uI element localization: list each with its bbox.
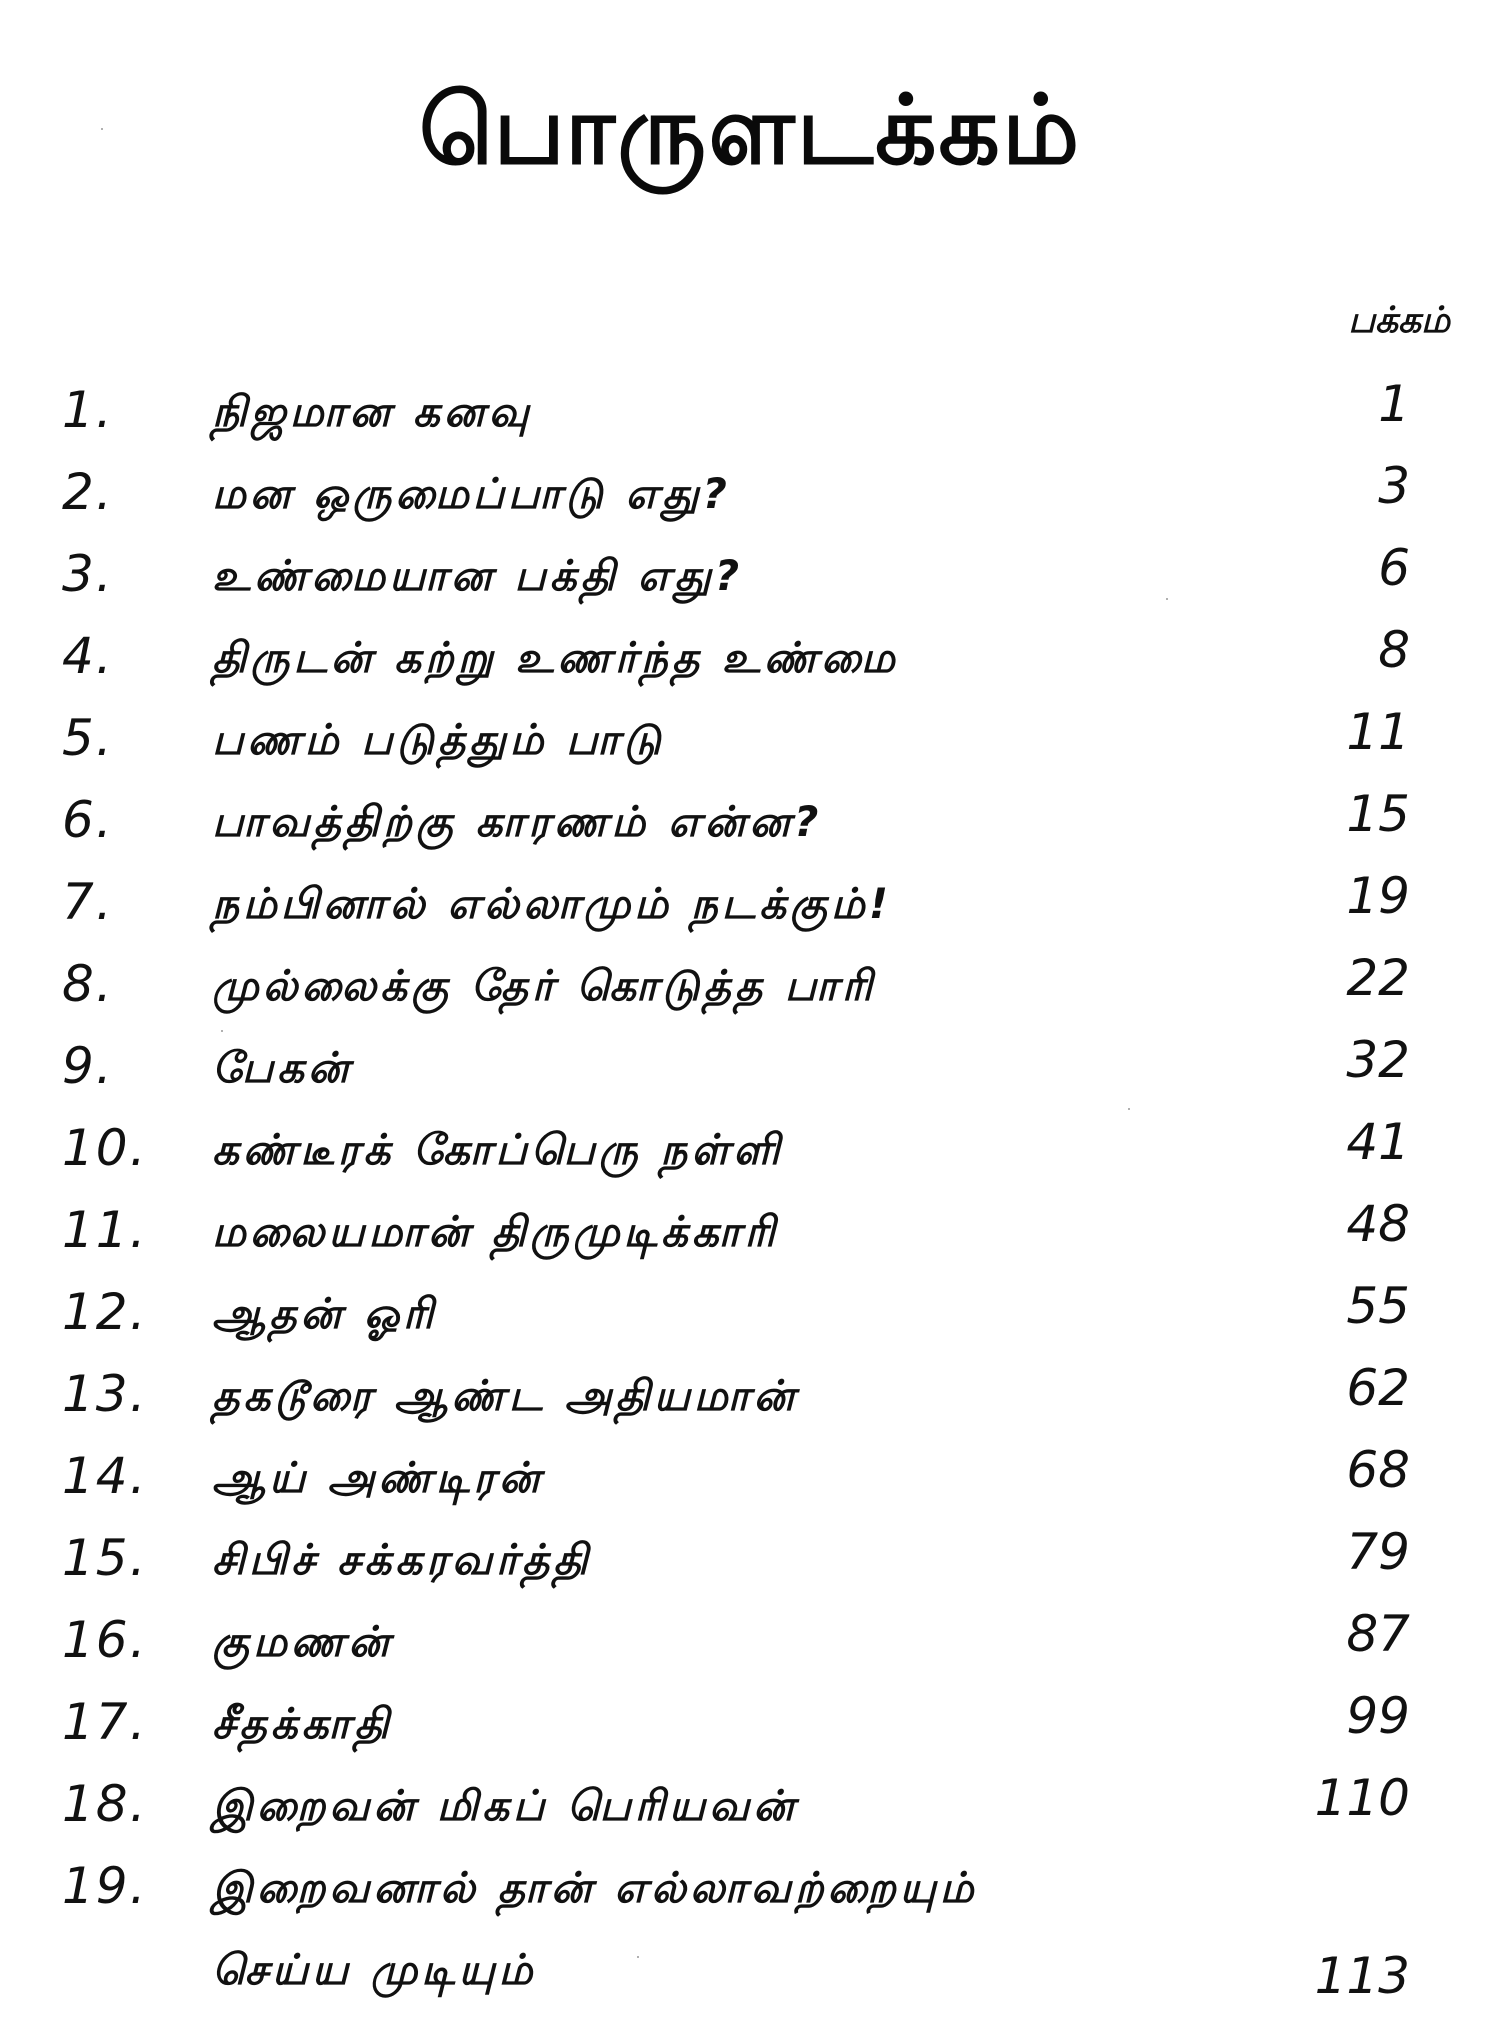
toc-entry[interactable]	[0, 1274, 1500, 1356]
entry-title	[212, 1860, 1212, 1998]
toc-entry[interactable]	[0, 1684, 1500, 1766]
scan-speck	[101, 128, 103, 130]
entry-number: 18.	[62, 1775, 148, 1833]
toc-entry[interactable]	[0, 700, 1500, 782]
entry-page-number: 3	[1378, 457, 1410, 515]
entry-title: ஆதன் ஓரி	[212, 1289, 438, 1338]
toc-entry[interactable]	[0, 536, 1500, 618]
toc-entry[interactable]	[0, 782, 1500, 864]
entry-number: 11.	[62, 1201, 148, 1259]
toc-entry[interactable]	[0, 946, 1500, 1028]
entry-page-number: 1	[1378, 375, 1410, 433]
entry-page-number: 99	[1346, 1687, 1410, 1745]
entry-number: 10.	[62, 1119, 148, 1177]
entry-number: 9.	[62, 1037, 114, 1095]
entry-title: சீதக்காதி	[212, 1699, 393, 1748]
entry-title: சிபிச் சக்கரவர்த்தி	[212, 1535, 592, 1584]
entry-number: 13.	[62, 1365, 148, 1423]
entry-page-number: 113	[1314, 1947, 1410, 2005]
entry-title-line2: செய்ய முடியும்	[212, 1945, 537, 1994]
entry-page-number: 48	[1346, 1195, 1410, 1253]
entry-number: 6.	[62, 791, 114, 849]
toc-entry[interactable]	[0, 1520, 1500, 1602]
entry-page-number: 19	[1346, 867, 1410, 925]
toc-entry[interactable]	[0, 1848, 1500, 2018]
entry-number: 16.	[62, 1611, 148, 1669]
scan-speck	[221, 1030, 223, 1032]
toc-entry[interactable]	[0, 1192, 1500, 1274]
entry-title: தகடூரை ஆண்ட அதியமான்	[212, 1371, 799, 1420]
entry-page-number: 62	[1346, 1359, 1410, 1417]
entry-page-number: 87	[1346, 1605, 1410, 1663]
entry-title: பாவத்திற்கு காரணம் என்ன?	[212, 797, 823, 846]
entry-title: மலையமான் திருமுடிக்காரி	[212, 1207, 779, 1256]
entry-title: முல்லைக்கு தேர் கொடுத்த பாரி	[212, 961, 877, 1010]
page-column-header: பக்கம்	[1348, 300, 1450, 341]
entry-title: இறைவன் மிகப் பெரியவன்	[212, 1781, 798, 1830]
toc-entry[interactable]	[0, 1028, 1500, 1110]
entry-title: நம்பினால் எல்லாமும் நடக்கும்!	[212, 879, 892, 928]
entry-page-number: 68	[1346, 1441, 1410, 1499]
entry-number: 17.	[62, 1693, 148, 1751]
entry-number: 1.	[62, 381, 114, 439]
scan-speck	[1128, 1108, 1130, 1110]
toc-entry[interactable]	[0, 1438, 1500, 1520]
toc-entry[interactable]	[0, 618, 1500, 700]
entry-title: பணம் படுத்தும் பாடு	[212, 715, 665, 764]
entry-page-number: 11	[1346, 703, 1410, 761]
entry-title-line1: இறைவனால் தான் எல்லாவற்றையும்	[212, 1863, 978, 1912]
entry-number: 2.	[62, 463, 114, 521]
toc-entry[interactable]	[0, 454, 1500, 536]
entry-page-number: 6	[1378, 539, 1410, 597]
toc-entry[interactable]	[0, 1766, 1500, 1848]
toc-entry[interactable]	[0, 1110, 1500, 1192]
entry-number: 14.	[62, 1447, 148, 1505]
entry-number: 5.	[62, 709, 114, 767]
entry-title: ஆய் அண்டிரன்	[212, 1453, 544, 1502]
entry-number: 8.	[62, 955, 114, 1013]
toc-entry[interactable]	[0, 1356, 1500, 1438]
entry-page-number: 41	[1346, 1113, 1410, 1171]
page-title: பொருளடக்கம்	[418, 74, 1082, 186]
entry-number: 4.	[62, 627, 114, 685]
entry-number: 15.	[62, 1529, 148, 1587]
entry-number: 19.	[62, 1857, 148, 1915]
entry-number: 12.	[62, 1283, 148, 1341]
toc-entry[interactable]	[0, 1602, 1500, 1684]
entry-page-number: 8	[1378, 621, 1410, 679]
toc-entry[interactable]	[0, 864, 1500, 946]
entry-page-number: 79	[1346, 1523, 1410, 1581]
entry-page-number: 15	[1346, 785, 1410, 843]
entry-title: நிஜமான கனவு	[212, 387, 533, 436]
entry-number: 7.	[62, 873, 114, 931]
toc-entry[interactable]	[0, 372, 1500, 454]
scan-speck	[637, 1956, 639, 1958]
entry-title: கண்டீரக் கோப்பெரு நள்ளி	[212, 1125, 784, 1174]
entry-title: பேகன்	[212, 1043, 353, 1092]
entry-page-number: 32	[1346, 1031, 1410, 1089]
entry-page-number: 110	[1314, 1769, 1410, 1827]
entry-title: மன ஒருமைப்பாடு எது?	[212, 469, 731, 518]
scan-speck	[1166, 598, 1168, 600]
entry-title: திருடன் கற்று உணர்ந்த உண்மை	[212, 633, 899, 682]
entry-page-number: 55	[1346, 1277, 1410, 1335]
entry-title: உண்மையான பக்தி எது?	[212, 551, 744, 600]
entry-number: 3.	[62, 545, 114, 603]
entry-page-number: 22	[1346, 949, 1410, 1007]
entry-title: குமணன்	[212, 1617, 394, 1666]
table-of-contents	[0, 372, 1500, 2018]
